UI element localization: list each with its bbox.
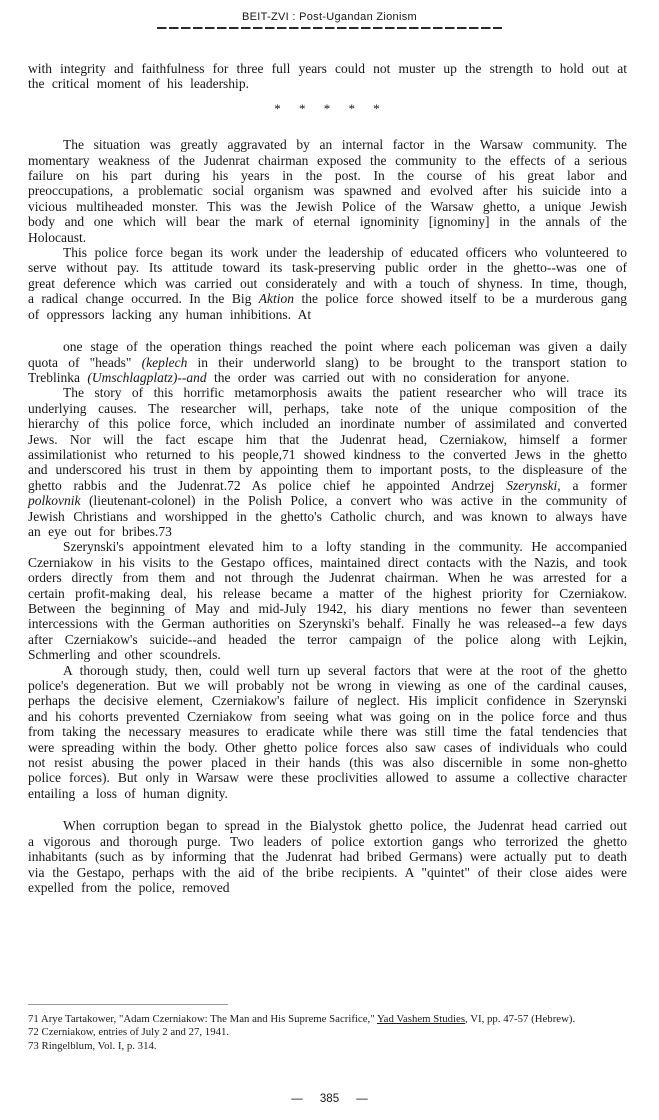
text-run: When corruption began to spread in the Bialystok ghetto police, the Judenrat head carried out a vigorous and thorough purge. Two leaders of police extortion gangs who terrorized the ghetto inhabitants (such as by informing that the Judenrat had bribed Germans) were actually put to death via the Gestapo, perhaps with the aid of the bribe recipients. A "quintet" of their close aides were expelled from the police, removed: [28, 818, 627, 895]
italic-text: polkovnik: [28, 493, 81, 509]
text-run: The story of this horrific metamorphosis awaits the patient researcher who will trace its underlying causes. The researcher will, perhaps, take note of the unique composition of the hierarchy of this police force, which included an inordinate number of assimilated and converted Jews. Nor will the fact escape him that the Judenrat head, Czerniakow, himself a former assimilationist who returned to his people,71 showed kindness to the converted Jews in the ghetto and underscored his trust in them by appointing them to important posts, to the displeasure of the ghetto rabbis and the Judenrat.72 As police chief he appointed Andrzej: [28, 385, 627, 493]
italic-text: (Umschlagplatz)--and: [87, 369, 207, 385]
text-run: in their underworld slang) to be brought to the transport station to Treblinka: [28, 354, 628, 385]
paragraph-situation: [28, 137, 627, 245]
text-run: the police force showed itself to be a murderous gang of oppressors lacking any human inhibitions. At: [28, 291, 628, 322]
text-run: 72 Czerniakow, entries of July 2 and 27, 1941.: [28, 1026, 230, 1039]
body-text: [28, 61, 627, 895]
section-separator: [28, 101, 627, 116]
page-number: — 385 —: [291, 1093, 368, 1105]
text-run: , VI, pp. 47-57 (Hebrew).: [465, 1013, 576, 1025]
text-run: This police force began its work under the leadership of educated officers who volunteered to serve without pay. Its attitude toward its task-preserving public order in the ghetto--was one of great deference which was carried out considerately and with a touch of shyness. In time, though, a radical change occurred. In the Big: [28, 245, 627, 307]
running-head-title: BEIT-ZVI : Post-Ugandan Zionism: [242, 11, 417, 23]
footnote-73: [28, 1040, 628, 1053]
paragraph-quota: [28, 339, 627, 385]
text-run: The situation was greatly aggravated by an internal factor in the Warsaw community. The momentary weakness of the Judenrat chairman exposed the community to the effects of a serious failure on his part during his years in the post. In the course of his great labor and preoccupations, a problematic social organism was spawned and evolved after his suicide into a vicious multiheaded monster. This was the Jewish Police of the Warsaw ghetto, a unique Jewish body and one which will bear the mark of eternal ignominity [ignominy] in the annals of the Holocaust.: [28, 137, 627, 245]
underlined-text: Yad Vashem Studies: [376, 1013, 466, 1025]
paragraph-szerynski-standing: [28, 539, 627, 662]
text-run: one stage of the operation things reached the point where each policeman was given a daily quota of "heads": [28, 339, 627, 370]
text-run: the order was carried out with no consideration for anyone.: [206, 369, 570, 385]
text-run: a former: [560, 477, 627, 493]
text-run: (lieutenant-colonel) in the Polish Police, a convert who was active in the community of Jewish Christians and worshipped in the ghetto's Catholic church, and was known to always have an eye out for bribes.73: [28, 493, 627, 539]
footnote-72: [28, 1026, 628, 1039]
italic-text: Szerynski,: [506, 477, 561, 493]
text-run: with integrity and faithfulness for three full years could not muster up the strength to hold out at the critical moment of his leadership.: [28, 61, 627, 92]
paragraph-bialystok: [28, 818, 627, 895]
footnote-block: [28, 1004, 628, 1053]
text-run: 71 Arye Tartakower, "Adam Czerniakow: The Man and His Supreme Sacrifice,": [28, 1013, 377, 1025]
paragraph-continuation: [28, 61, 627, 92]
text-run: Szerynski's appointment elevated him to a lofty standing in the community. He accompanied Czerniakow in his visits to the Gestapo offices, maintained direct contacts with the Nazis, and took orders directly from them and not through the Judenrat chairman. When he was arrested for a certain profit-making deal, his release became a matter of the highest priority for Czerniakow. Between the beginning of May and mid-July 1942, his diary mentions no fewer than seventeen intercessions with the German authorities on Szerynski's behalf. Finally he was released--a few days after Czerniakow's suicide--and headed the terror campaign of the police along with Lejkin, Schmerling and other scoundrels.: [28, 539, 627, 663]
text-run: A thorough study, then, could well turn up several factors that were at the root of the ghetto police's degeneration. But we will probably not be wrong in viewing as one of the cardinal causes, perhaps the decisive element, Czerniakow's failure of neglect. His implicit confidence in Szerynski and his cohorts prevented Czerniakow from seeing what was going on in the police force and thus from taking the necessary measures to eradicate while there was still time the fatal tendencies that were spreading within the body. Other ghetto police forces also saw cases of individuals who could not resist abusing the power placed in their hands (this was also discernible in some non-ghetto police forces). But only in Warsaw were these proclivities allowed to assume a collective character entailing a loss of human dignity.: [28, 662, 627, 801]
italic-text: Aktion: [258, 291, 295, 307]
footnote-71: [28, 1013, 628, 1026]
paragraph-metamorphosis: [28, 385, 627, 539]
header-rule: [157, 27, 502, 29]
page-header: [0, 0, 659, 29]
text-run: 73 Ringelblum, Vol. I, p. 314.: [28, 1039, 157, 1052]
italic-text: (keplech: [141, 354, 188, 370]
paragraph-police-force: [28, 245, 627, 322]
footnotes: [28, 1013, 628, 1053]
footnote-separator-rule: [28, 1004, 228, 1005]
paragraph-thorough-study: [28, 663, 627, 802]
text-run: * * * * *: [274, 100, 381, 116]
